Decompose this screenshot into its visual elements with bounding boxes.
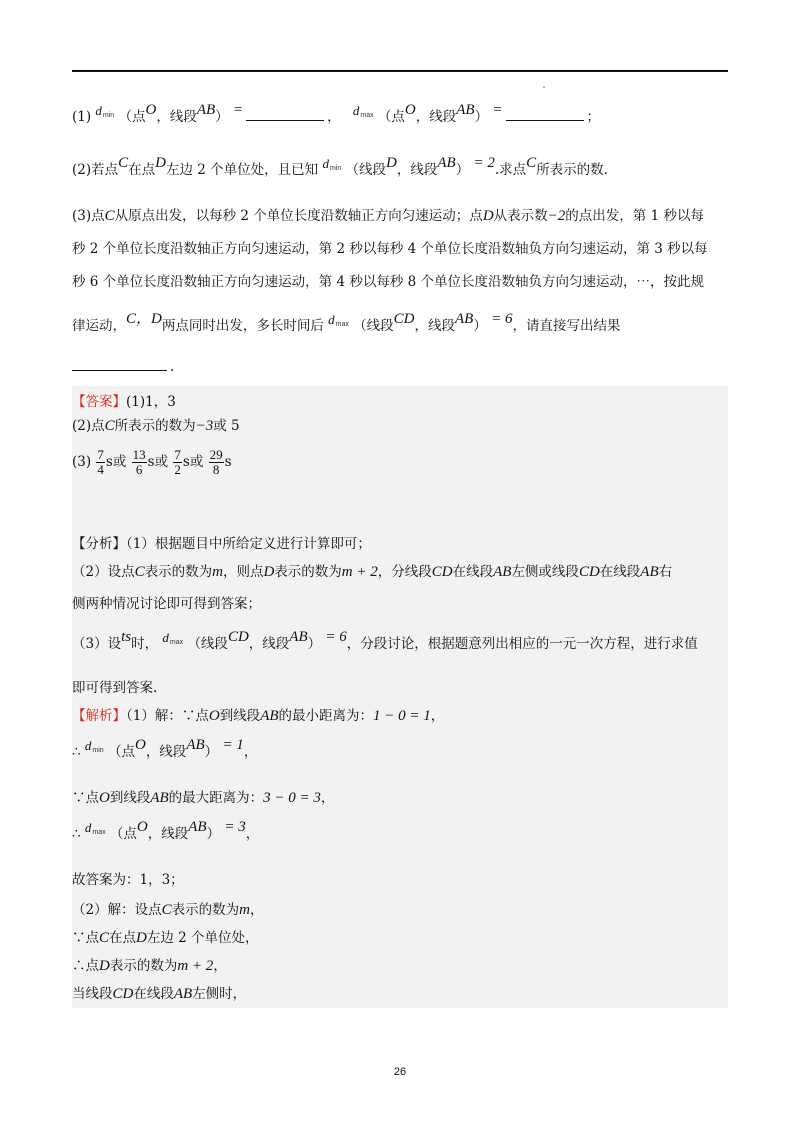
solution-line-2: ∴ dmin （点O，线段AB） = 1， (72, 737, 258, 760)
solution-line-1: 【解析】（1）解：∵点O到线段AB的最小距离为：1 − 0 = 1， (72, 708, 445, 724)
answer-line-3: (3) $\frac{7}{4}$ s或 $\frac{13}{6}$ s或 $\frac{7}{2}$ s或 $\frac{29}{8}$ s (72, 447, 232, 477)
solution-line-6: （2）解：设点C表示的数为m， (72, 902, 264, 918)
analysis-line-2: （2）设点C表示的数为m，则点D表示的数为m + 2，分线段CD在线段AB左侧或线段CD在线段AB右 (72, 564, 673, 580)
question-2: (2)若点C在点D左边 2 个单位处，且已知 dmin （线段D，线段AB） = 2.求点C所表示的数. (72, 155, 608, 178)
answer-line-1: 【答案】(1)1，3 (72, 394, 176, 410)
analysis-line-1: 【分析】（1）根据题目中所给定义进行计算即可； (72, 536, 371, 552)
answer-line-2: (2)点C所表示的数为−3或 5 (72, 418, 240, 434)
page-number: 26 (393, 1066, 407, 1078)
question-3: (3)点C从原点出发，以每秒 2 个单位长度沿数轴正方向匀速运动；点D从表示数−2的点出发，第 1 秒以每 秒 2 个单位长度沿数轴正方向匀速运动，第 2 秒以每秒 4 个单位长度沿数轴负方向匀速运动，第 3 秒以每 秒 6 个单位长度沿数轴正方向匀速运动，第 4 秒以每秒 8 个单位长度沿数轴负方向匀速运动，⋯，按此规 律运动，C，D两点同时出发，多长时间后 dmax （线段CD，线段AB） = 6，请直接写出结果 . (72, 208, 708, 375)
analysis-line-3: 侧两种情况讨论即可得到答案； (72, 596, 261, 612)
answer-blank-1 (246, 106, 324, 121)
question-1: (1) dmin （点O，线段AB） = ， dmax （点O，线段AB） = ； (72, 102, 601, 125)
solution-line-7: ∵点C在点D左边 2 个单位处， (72, 930, 259, 946)
analysis-line-5: 即可得到答案. (72, 680, 158, 696)
stray-mark (543, 86, 545, 88)
answer-blank-2 (506, 106, 584, 121)
header-rule (72, 70, 728, 72)
analysis-line-4: （3）设ts时， dmax （线段CD，线段AB） = 6，分段讨论，根据题意列出相应的一元一次方程，进行求值 (72, 629, 698, 652)
solution-line-9: 当线段CD在线段AB左侧时， (72, 986, 247, 1002)
solution-line-5: 故答案为：1，3； (72, 872, 184, 888)
solution-line-4: ∴ dmax （点O，线段AB） = 3， (72, 819, 260, 842)
answer-blank-3 (72, 356, 167, 371)
solution-line-3: ∵点O到线段AB的最大距离为：3 − 0 = 3， (72, 790, 335, 806)
solution-line-8: ∴点D表示的数为m + 2， (72, 958, 227, 974)
